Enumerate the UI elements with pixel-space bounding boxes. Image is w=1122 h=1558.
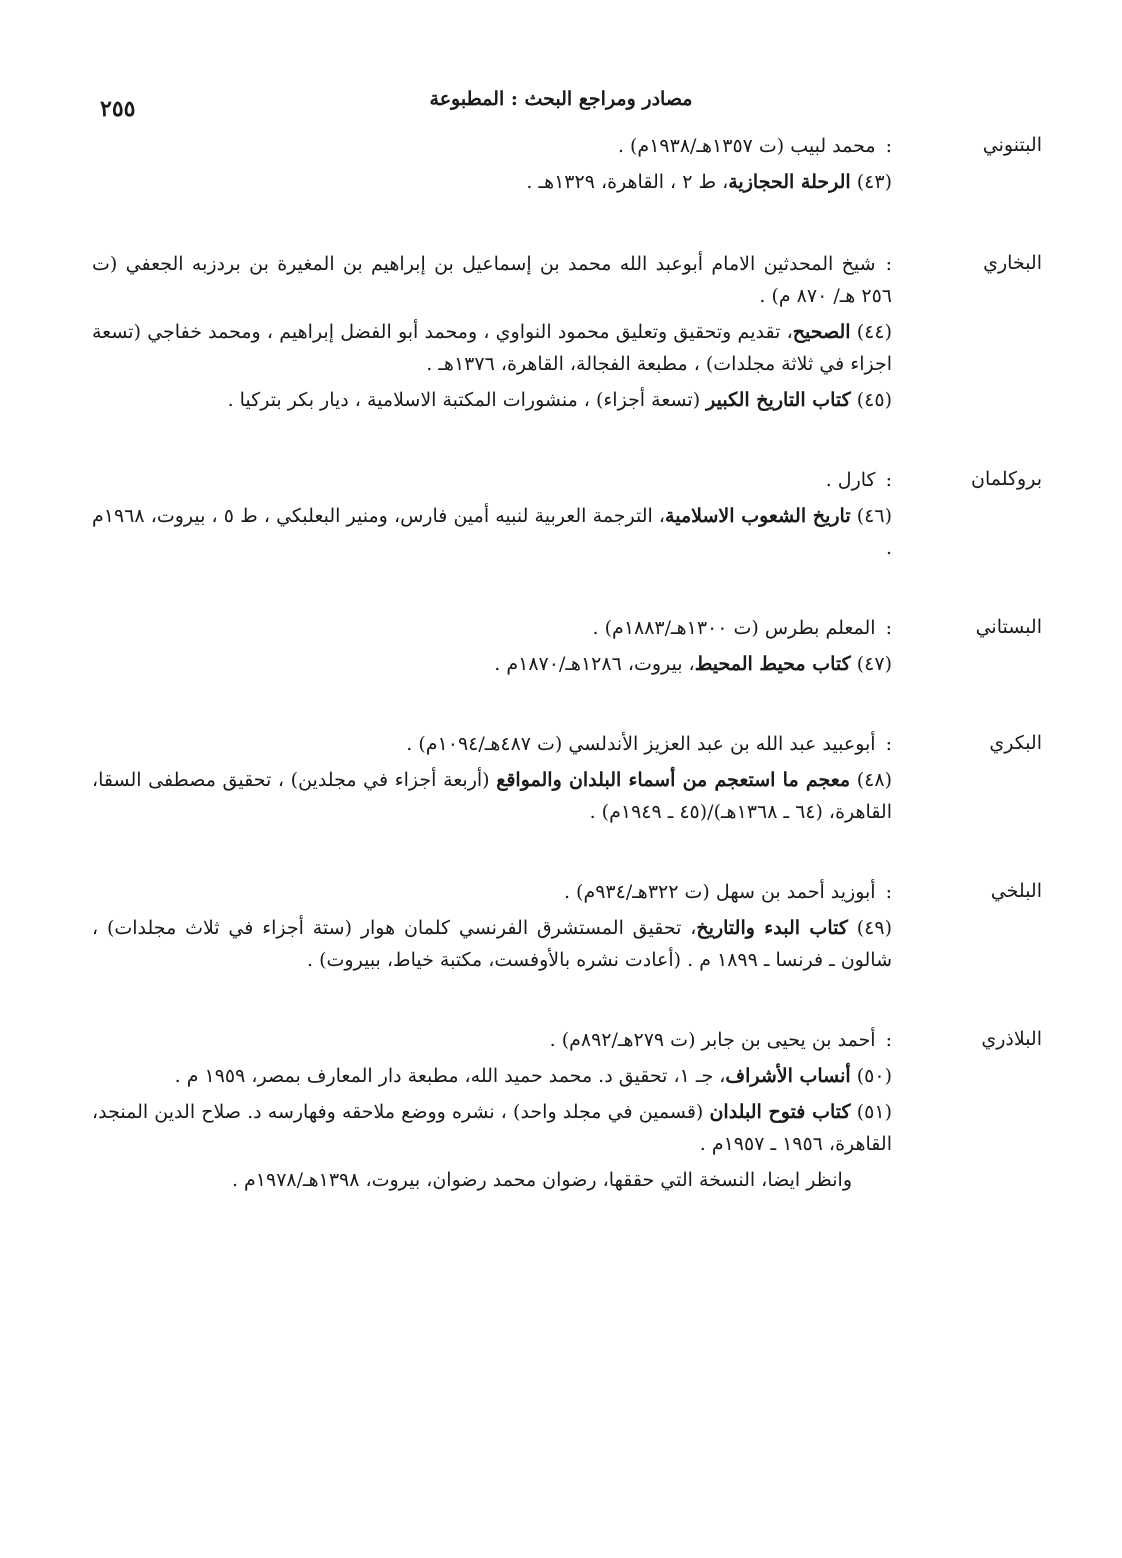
author-description: :كارل .	[825, 469, 892, 491]
bibliography-entry	[42, 248, 1042, 416]
author-description-text: أبوزيد أحمد بن سهل (ت ٣٢٢هـ/٩٣٤م) .	[563, 881, 876, 903]
reference-title: كتاب التاريخ الكبير	[706, 389, 851, 411]
reference-title: معجم ما استعجم من أسماء البلدان والمواقع	[496, 769, 851, 791]
author-name: البلاذري	[981, 1028, 1042, 1050]
bibliography-entry	[42, 728, 1042, 828]
entry-body	[92, 876, 892, 976]
reference	[92, 500, 892, 564]
page-number: ٢٥٥	[100, 96, 136, 122]
bibliography-entry	[42, 464, 1042, 564]
reference-details: ، تحقيق المستشرق الفرنسي كلمان هوار (ستة أجزاء في ثلاث مجلدات) ، شالون ـ فرنسا ـ ١٨٩٩ م . (أعادت نشره بالأوفست، مكتبة خياط، ببيروت) .	[92, 917, 892, 971]
author-description-text: أحمد بن يحيى بن جابر (ت ٢٧٩هـ/٨٩٢م) .	[549, 1029, 876, 1051]
reference-number: (٤٦)	[856, 505, 892, 527]
see-also-note: وانظر ايضا، النسخة التي حققها، رضوان محمد رضوان، بيروت، ١٣٩٨هـ/١٩٧٨م .	[231, 1169, 852, 1191]
author-description: :أحمد بن يحيى بن جابر (ت ٢٧٩هـ/٨٩٢م) .	[549, 1029, 892, 1051]
bibliography-list	[42, 130, 1042, 1196]
reference-title: أنساب الأشراف	[725, 1065, 851, 1087]
reference-number: (٥١)	[856, 1101, 892, 1123]
reference-number: (٤٧)	[856, 653, 892, 675]
reference-title: تاريخ الشعوب الاسلامية	[665, 505, 851, 527]
reference-number: (٤٥)	[856, 389, 892, 411]
reference-number: (٤٨)	[856, 769, 892, 791]
reference-details: ، بيروت، ١٢٨٦هـ/١٨٧٠م .	[494, 653, 695, 675]
reference-number: (٥٠)	[856, 1065, 892, 1087]
reference-details: ، ط ٢ ، القاهرة، ١٣٢٩هـ .	[526, 171, 729, 193]
reference	[92, 764, 892, 828]
reference-details: ، جـ ١، تحقيق د. محمد حميد الله، مطبعة دار المعارف بمصر، ١٩٥٩ م .	[174, 1065, 726, 1087]
reference	[92, 1060, 892, 1092]
reference-details: (قسمين في مجلد واحد) ، نشره ووضع ملاحقه وفهارسه د. صلاح الدين المنجد، القاهرة، ١٩٥٦ ـ ١٩٥٧م .	[92, 1101, 892, 1155]
author-name: البخاري	[983, 252, 1042, 274]
reference	[92, 912, 892, 976]
reference-number: (٤٩)	[856, 917, 892, 939]
author-description-text: أبوعبيد عبد الله بن عبد العزيز الأندلسي (ت ٤٨٧هـ/١٠٩٤م) .	[406, 733, 876, 755]
author-description-text: المعلم بطرس (ت ١٣٠٠هـ/١٨٨٣م) .	[592, 617, 876, 639]
reference	[92, 166, 892, 198]
entry-body	[92, 464, 892, 564]
reference	[92, 316, 892, 380]
reference	[92, 384, 892, 416]
entry-body	[92, 1024, 892, 1196]
reference	[92, 648, 892, 680]
bibliography-entry	[42, 612, 1042, 680]
reference-details: ، الترجمة العربية لنبيه أمين فارس، ومنير البعلبكي ، ط ٥ ، بيروت، ١٩٦٨م .	[92, 505, 892, 559]
entry-body	[92, 248, 892, 416]
reference-details: (أربعة أجزاء في مجلدين) ، تحقيق مصطفى السقا، القاهرة، (٦٤ ـ ١٣٦٨هـ)/(٤٥ ـ ١٩٤٩م) .	[92, 769, 892, 823]
author-description: :المعلم بطرس (ت ١٣٠٠هـ/١٨٨٣م) .	[592, 617, 892, 639]
reference-title: كتاب فتوح البلدان	[709, 1101, 851, 1123]
entry-body	[92, 130, 892, 198]
author-name: البتنوني	[982, 134, 1042, 156]
author-description: :شيخ المحدثين الامام أبوعبد الله محمد بن إسماعيل بن إبراهيم بن المغيرة بن بردزبه الجعفي (ت ٢٥٦ هـ/ ٨٧٠ م) .	[92, 253, 892, 307]
bibliography-entry	[42, 876, 1042, 976]
reference-details: (تسعة أجزاء) ، منشورات المكتبة الاسلامية ، ديار بكر بتركيا .	[227, 389, 707, 411]
author-description: :محمد لبيب (ت ١٣٥٧هـ/١٩٣٨م) .	[617, 135, 892, 157]
author-name: بروكلمان	[970, 468, 1042, 490]
author-description-text: كارل .	[825, 469, 876, 491]
reference-title: كتاب البدء والتاريخ	[696, 917, 848, 939]
reference-title: كتاب محيط المحيط	[694, 653, 851, 675]
reference-number: (٤٣)	[856, 171, 892, 193]
reference-details: ، تقديم وتحقيق وتعليق محمود النواوي ، ومحمد أبو الفضل إبراهيم ، ومحمد خفاجي (تسعة اجزاء في ثلاثة مجلدات) ، مطبعة الفجالة، القاهرة، ١٣٧٦هـ .	[92, 321, 892, 375]
author-description: :أبوزيد أحمد بن سهل (ت ٣٢٢هـ/٩٣٤م) .	[563, 881, 892, 903]
reference-title: الرحلة الحجازية	[728, 171, 851, 193]
author-name: البلخي	[990, 880, 1042, 902]
author-name: البكري	[989, 732, 1042, 754]
entry-body	[92, 728, 892, 828]
reference	[92, 1096, 892, 1160]
running-header: مصادر ومراجع البحث : المطبوعة	[429, 88, 693, 110]
author-description-text: محمد لبيب (ت ١٣٥٧هـ/١٩٣٨م) .	[617, 135, 876, 157]
author-description: :أبوعبيد عبد الله بن عبد العزيز الأندلسي (ت ٤٨٧هـ/١٠٩٤م) .	[406, 733, 892, 755]
author-name: البستاني	[975, 616, 1042, 638]
entry-body	[92, 612, 892, 680]
reference-number: (٤٤)	[856, 321, 892, 343]
bibliography-entry	[42, 130, 1042, 198]
reference-title: الصحيح	[792, 321, 851, 343]
bibliography-entry	[42, 1024, 1042, 1196]
author-description-text: شيخ المحدثين الامام أبوعبد الله محمد بن إسماعيل بن إبراهيم بن المغيرة بن بردزبه الجعفي (ت ٢٥٦ هـ/ ٨٧٠ م) .	[92, 253, 892, 307]
